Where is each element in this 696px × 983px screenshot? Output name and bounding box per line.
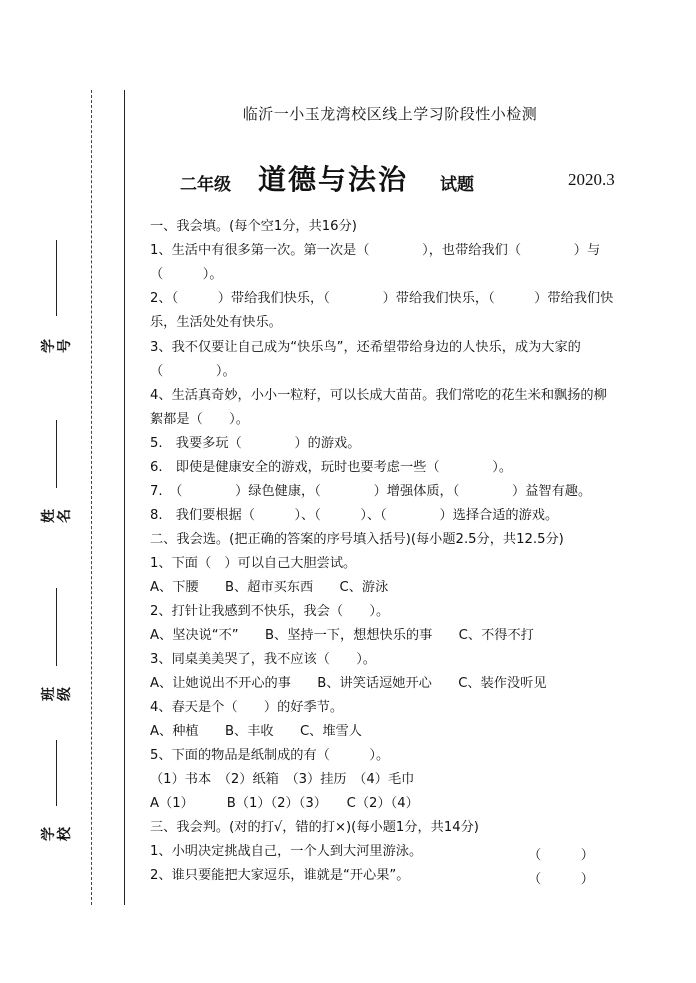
student-no-label: 学号	[41, 339, 73, 353]
grade-label: 二年级	[180, 175, 231, 195]
question-line: 4、春天是个（ ）的好季节。	[150, 700, 344, 715]
question-line: （ ）。	[150, 364, 236, 379]
school-label: 学校	[41, 827, 73, 841]
section2-heading: 二、我会选。(把正确的答案的序号填入括号)(每小题2.5分，共12.5分)	[150, 532, 564, 547]
exam-date: 2020.3	[568, 170, 615, 189]
option-line: A（1） B（1）（2）（3） C（2）（4）	[150, 796, 419, 811]
question-line: 3、我不仅要让自己成为“快乐鸟”，还希望带给身边的人快乐，成为大家的	[150, 340, 581, 355]
question-line: 2、打针让我感到不快乐，我会（ ）。	[150, 604, 390, 619]
cut-line	[91, 90, 92, 905]
question-line: 乐，生活处处有快乐。	[150, 315, 282, 330]
option-line: A、让她说出不开心的事 B、讲笑话逗她开心 C、装作没听见	[150, 676, 547, 691]
section3-heading: 三、我会判。(对的打√，错的打×)(每小题1分，共14分)	[150, 820, 479, 835]
name-blank	[56, 420, 57, 488]
section1-heading: 一、我会填。(每个空1分，共16分)	[150, 219, 357, 234]
question-line: 4、生活真奇妙，小小一粒籽，可以长成大苗苗。我们常吃的花生米和飘扬的柳	[150, 388, 607, 403]
school-blank	[56, 740, 57, 806]
question-line: 2、（ ）带给我们快乐，（ ）带给我们快乐，（ ）带给我们快	[150, 291, 614, 306]
student-no-blank	[56, 240, 57, 316]
option-line: A、下腰 B、超市买东西 C、游泳	[150, 580, 389, 595]
question-line: 5、下面的物品是纸制成的有（ ）。	[150, 748, 390, 763]
class-blank	[56, 588, 57, 666]
question-line: 1、下面（ ）可以自己大胆尝试。	[150, 556, 357, 571]
exam-title-row	[150, 158, 640, 198]
option-line: （1）书本 （2）纸箱 （3）挂历 （4）毛巾	[150, 772, 415, 787]
option-line: A、种植 B、丰收 C、堆雪人	[150, 724, 362, 739]
subject-title: 道德与法治	[258, 163, 409, 196]
class-label: 班级	[41, 687, 73, 701]
school-title: 临沂一小玉龙湾校区线上学习阶段性小检测	[242, 105, 538, 123]
option-line: A、坚决说“不” B、坚持一下，想想快乐的事 C、不得不打	[150, 628, 534, 643]
judge-item-text: 1、小明决定挑战自己，一个人到大河里游泳。	[150, 844, 423, 859]
question-line: （ ）。	[150, 267, 223, 282]
name-label: 姓名	[41, 509, 73, 523]
question-line: 8. 我们要根据（ ）、（ ）、（ ）选择合适的游戏。	[150, 508, 559, 523]
judge-answer-blank[interactable]: （ ）	[528, 848, 594, 863]
question-line: 3、同桌美美哭了，我不应该（ ）。	[150, 652, 376, 667]
question-line: 絮都是（ ）。	[150, 412, 249, 427]
question-line: 6. 即使是健康安全的游戏，玩时也要考虑一些（ ）。	[150, 460, 513, 475]
question-line: 5. 我要多玩（ ）的游戏。	[150, 436, 361, 451]
judge-item-text: 2、谁只要能把大家逗乐，谁就是“开心果”。	[150, 868, 410, 883]
judge-answer-blank[interactable]: （ ）	[528, 872, 594, 887]
question-line: 7. （ ）绿色健康，（ ）增强体质，（ ）益智有趣。	[150, 484, 592, 499]
question-line: 1、生活中有很多第一次。第一次是（ ），也带给我们（ ）与	[150, 243, 601, 258]
margin-line	[124, 90, 125, 905]
exam-suffix: 试题	[440, 175, 474, 195]
